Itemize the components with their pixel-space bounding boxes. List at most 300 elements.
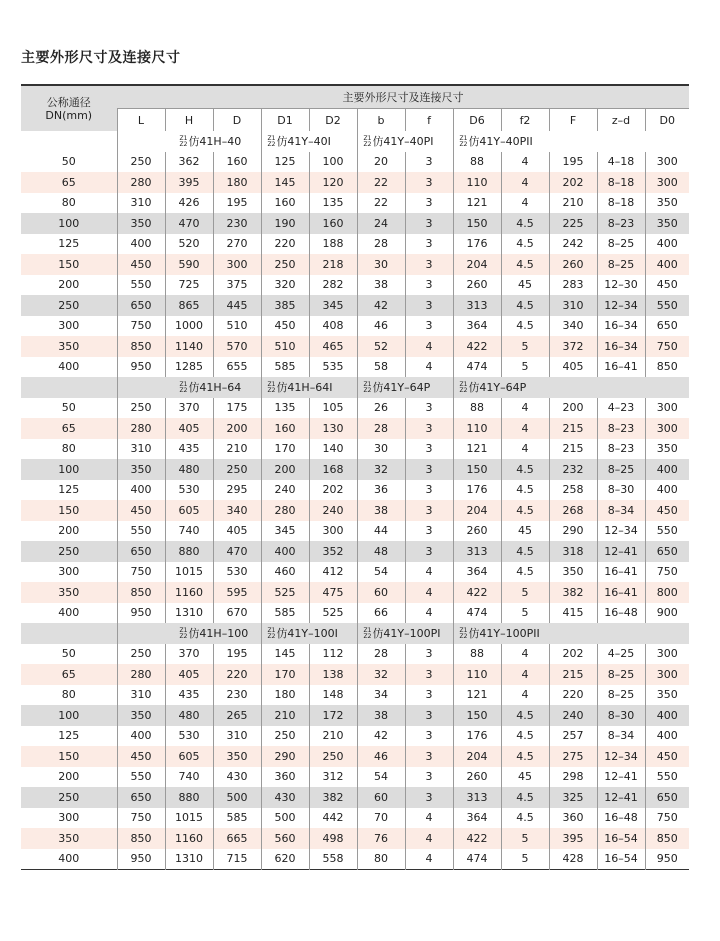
dn-cell: 250 (21, 787, 117, 808)
value-cell: 8–34 (597, 500, 645, 521)
value-cell: 395 (549, 828, 597, 849)
value-cell: 530 (165, 726, 213, 747)
value-cell: 382 (309, 787, 357, 808)
value-cell: 32 (357, 664, 405, 685)
model-name: 仿41H–100 (188, 627, 249, 641)
value-cell: 3 (405, 664, 453, 685)
model-prefix: Z1 Z2 (179, 381, 188, 395)
table-row (21, 828, 689, 849)
value-cell: 275 (549, 746, 597, 767)
value-cell: 4 (405, 828, 453, 849)
value-cell: 195 (213, 193, 261, 214)
value-cell: 32 (357, 459, 405, 480)
table-row (21, 685, 689, 706)
model-label (261, 131, 357, 152)
dn-cell: 250 (21, 295, 117, 316)
model-prefix: Z1 Z2 (267, 381, 276, 395)
value-cell: 100 (309, 152, 357, 173)
value-cell: 16–41 (597, 357, 645, 378)
value-cell: 172 (309, 705, 357, 726)
value-cell: 1310 (165, 849, 213, 870)
model-name: 仿41Y–40PII (468, 135, 533, 149)
column-header: b (357, 109, 405, 132)
value-cell: 150 (453, 459, 501, 480)
value-cell: 364 (453, 808, 501, 829)
value-cell: 4 (405, 562, 453, 583)
value-cell: 750 (117, 316, 165, 337)
dn-cell: 65 (21, 664, 117, 685)
column-header: D (213, 109, 261, 132)
value-cell: 260 (453, 521, 501, 542)
value-cell: 3 (405, 398, 453, 419)
value-cell: 950 (117, 357, 165, 378)
value-cell: 370 (165, 644, 213, 665)
value-cell: 8–25 (597, 685, 645, 706)
dn-cell: 400 (21, 603, 117, 624)
value-cell: 360 (549, 808, 597, 829)
value-cell: 280 (117, 418, 165, 439)
value-cell: 250 (309, 746, 357, 767)
dn-cell: 80 (21, 439, 117, 460)
value-cell: 121 (453, 685, 501, 706)
value-cell: 215 (549, 664, 597, 685)
value-cell: 4–23 (597, 398, 645, 419)
value-cell: 430 (261, 787, 309, 808)
value-cell: 60 (357, 787, 405, 808)
value-cell: 12–34 (597, 295, 645, 316)
value-cell: 36 (357, 480, 405, 501)
value-cell: 282 (309, 275, 357, 296)
value-cell: 70 (357, 808, 405, 829)
value-cell: 202 (549, 172, 597, 193)
value-cell: 650 (117, 541, 165, 562)
value-cell: 12–34 (597, 746, 645, 767)
value-cell: 4 (501, 172, 549, 193)
value-cell: 5 (501, 849, 549, 870)
value-cell: 715 (213, 849, 261, 870)
table-row (21, 459, 689, 480)
column-header: L (117, 109, 165, 132)
value-cell: 300 (645, 664, 689, 685)
value-cell: 950 (117, 849, 165, 870)
value-cell: 4.5 (501, 808, 549, 829)
value-cell: 4 (405, 849, 453, 870)
value-cell: 16–41 (597, 562, 645, 583)
value-cell: 12–30 (597, 275, 645, 296)
model-prefix: Z1 Z2 (459, 135, 468, 149)
value-cell: 525 (261, 582, 309, 603)
value-cell: 385 (261, 295, 309, 316)
table-row (21, 582, 689, 603)
value-cell: 150 (453, 705, 501, 726)
value-cell: 880 (165, 787, 213, 808)
value-cell: 3 (405, 685, 453, 706)
value-cell: 160 (261, 418, 309, 439)
model-row (21, 131, 689, 152)
value-cell: 4 (405, 808, 453, 829)
value-cell: 408 (309, 316, 357, 337)
value-cell: 16–48 (597, 808, 645, 829)
value-cell: 4 (501, 152, 549, 173)
value-cell: 260 (453, 275, 501, 296)
value-cell: 450 (645, 275, 689, 296)
value-cell: 250 (261, 254, 309, 275)
value-cell: 470 (165, 213, 213, 234)
value-cell: 725 (165, 275, 213, 296)
value-cell: 480 (165, 705, 213, 726)
model-name: 仿41Y–100I (276, 627, 338, 641)
value-cell: 200 (213, 418, 261, 439)
value-cell: 650 (117, 787, 165, 808)
value-cell: 8–25 (597, 459, 645, 480)
value-cell: 300 (213, 254, 261, 275)
value-cell: 138 (309, 664, 357, 685)
value-cell: 34 (357, 685, 405, 706)
value-cell: 110 (453, 664, 501, 685)
value-cell: 1160 (165, 828, 213, 849)
table-row (21, 644, 689, 665)
value-cell: 121 (453, 193, 501, 214)
table-row (21, 172, 689, 193)
value-cell: 900 (645, 603, 689, 624)
value-cell: 300 (645, 418, 689, 439)
table-row (21, 500, 689, 521)
value-cell: 290 (261, 746, 309, 767)
value-cell: 44 (357, 521, 405, 542)
value-cell: 3 (405, 213, 453, 234)
model-prefix: Z1 Z2 (363, 627, 372, 641)
group-header: 主要外形尺寸及连接尺寸 (117, 85, 689, 109)
value-cell: 30 (357, 254, 405, 275)
value-cell: 3 (405, 418, 453, 439)
table-row (21, 562, 689, 583)
value-cell: 3 (405, 295, 453, 316)
value-cell: 450 (117, 746, 165, 767)
value-cell: 12–41 (597, 767, 645, 788)
value-cell: 372 (549, 336, 597, 357)
value-cell: 3 (405, 644, 453, 665)
value-cell: 4.5 (501, 541, 549, 562)
value-cell: 520 (165, 234, 213, 255)
value-cell: 4.5 (501, 213, 549, 234)
value-cell: 8–23 (597, 439, 645, 460)
value-cell: 4 (405, 336, 453, 357)
value-cell: 650 (645, 316, 689, 337)
value-cell: 257 (549, 726, 597, 747)
value-cell: 670 (213, 603, 261, 624)
table-row (21, 152, 689, 173)
model-label (453, 131, 689, 152)
value-cell: 204 (453, 254, 501, 275)
value-cell: 8–25 (597, 234, 645, 255)
value-cell: 202 (309, 480, 357, 501)
value-cell: 312 (309, 767, 357, 788)
value-cell: 3 (405, 193, 453, 214)
column-header: D2 (309, 109, 357, 132)
dn-cell: 250 (21, 541, 117, 562)
value-cell: 38 (357, 500, 405, 521)
dn-cell: 200 (21, 275, 117, 296)
model-label (117, 377, 261, 398)
value-cell: 400 (117, 234, 165, 255)
value-cell: 364 (453, 562, 501, 583)
value-cell: 150 (453, 213, 501, 234)
value-cell: 422 (453, 828, 501, 849)
value-cell: 176 (453, 234, 501, 255)
value-cell: 1015 (165, 808, 213, 829)
value-cell: 590 (165, 254, 213, 275)
table-row (21, 254, 689, 275)
dn-label-line2: DN(mm) (45, 108, 93, 122)
value-cell: 850 (117, 828, 165, 849)
value-cell: 460 (261, 562, 309, 583)
value-cell: 8–30 (597, 705, 645, 726)
dn-cell: 50 (21, 152, 117, 173)
model-name: 仿41Y–40PI (372, 135, 434, 149)
value-cell: 450 (117, 254, 165, 275)
value-cell: 145 (261, 644, 309, 665)
value-cell: 475 (309, 582, 357, 603)
value-cell: 42 (357, 295, 405, 316)
value-cell: 474 (453, 357, 501, 378)
value-cell: 121 (453, 439, 501, 460)
value-cell: 3 (405, 254, 453, 275)
value-cell: 4.5 (501, 746, 549, 767)
value-cell: 16–34 (597, 336, 645, 357)
value-cell: 550 (645, 295, 689, 316)
value-cell: 500 (261, 808, 309, 829)
value-cell: 200 (549, 398, 597, 419)
dn-cell: 125 (21, 234, 117, 255)
value-cell: 740 (165, 767, 213, 788)
dn-cell: 200 (21, 767, 117, 788)
value-cell: 364 (453, 316, 501, 337)
value-cell: 28 (357, 234, 405, 255)
value-cell: 215 (549, 418, 597, 439)
value-cell: 12–41 (597, 787, 645, 808)
value-cell: 1310 (165, 603, 213, 624)
value-cell: 585 (261, 603, 309, 624)
value-cell: 240 (309, 500, 357, 521)
value-cell: 320 (261, 275, 309, 296)
dn-cell: 65 (21, 418, 117, 439)
model-prefix: Z1 Z2 (459, 381, 468, 395)
value-cell: 8–34 (597, 726, 645, 747)
table-row (21, 521, 689, 542)
value-cell: 38 (357, 275, 405, 296)
value-cell: 300 (645, 152, 689, 173)
model-row (21, 377, 689, 398)
dn-header (21, 85, 117, 131)
value-cell: 12–41 (597, 541, 645, 562)
value-cell: 655 (213, 357, 261, 378)
value-cell: 54 (357, 562, 405, 583)
value-cell: 650 (645, 787, 689, 808)
value-cell: 38 (357, 705, 405, 726)
value-cell: 8–18 (597, 193, 645, 214)
model-name: 仿41Y–64P (372, 381, 431, 395)
value-cell: 300 (309, 521, 357, 542)
value-cell: 250 (117, 644, 165, 665)
value-cell: 400 (645, 254, 689, 275)
value-cell: 3 (405, 705, 453, 726)
value-cell: 250 (117, 152, 165, 173)
value-cell: 550 (645, 767, 689, 788)
value-cell: 4.5 (501, 787, 549, 808)
value-cell: 345 (261, 521, 309, 542)
value-cell: 400 (645, 480, 689, 501)
value-cell: 350 (645, 213, 689, 234)
value-cell: 1160 (165, 582, 213, 603)
value-cell: 620 (261, 849, 309, 870)
value-cell: 60 (357, 582, 405, 603)
header-row-group (21, 85, 689, 109)
value-cell: 160 (261, 193, 309, 214)
value-cell: 268 (549, 500, 597, 521)
value-cell: 350 (549, 562, 597, 583)
value-cell: 24 (357, 213, 405, 234)
column-header-row (21, 109, 689, 132)
value-cell: 450 (645, 500, 689, 521)
value-cell: 8–23 (597, 213, 645, 234)
value-cell: 3 (405, 726, 453, 747)
value-cell: 204 (453, 746, 501, 767)
value-cell: 258 (549, 480, 597, 501)
model-row (21, 623, 689, 644)
dn-cell: 100 (21, 213, 117, 234)
value-cell: 313 (453, 787, 501, 808)
value-cell: 3 (405, 439, 453, 460)
value-cell: 405 (165, 664, 213, 685)
column-header: H (165, 109, 213, 132)
value-cell: 510 (213, 316, 261, 337)
value-cell: 550 (117, 275, 165, 296)
value-cell: 283 (549, 275, 597, 296)
value-cell: 22 (357, 193, 405, 214)
value-cell: 4.5 (501, 500, 549, 521)
value-cell: 405 (213, 521, 261, 542)
value-cell: 750 (645, 562, 689, 583)
table-row (21, 767, 689, 788)
value-cell: 16–54 (597, 828, 645, 849)
value-cell: 310 (549, 295, 597, 316)
value-cell: 130 (309, 418, 357, 439)
value-cell: 8–23 (597, 418, 645, 439)
value-cell: 310 (117, 193, 165, 214)
value-cell: 345 (309, 295, 357, 316)
value-cell: 4 (501, 193, 549, 214)
value-cell: 112 (309, 644, 357, 665)
value-cell: 450 (645, 746, 689, 767)
model-label (357, 131, 453, 152)
value-cell: 850 (117, 336, 165, 357)
value-cell: 428 (549, 849, 597, 870)
value-cell: 350 (117, 213, 165, 234)
value-cell: 3 (405, 480, 453, 501)
value-cell: 250 (261, 726, 309, 747)
value-cell: 480 (165, 459, 213, 480)
value-cell: 415 (549, 603, 597, 624)
value-cell: 375 (213, 275, 261, 296)
model-label (453, 623, 689, 644)
value-cell: 5 (501, 582, 549, 603)
value-cell: 3 (405, 275, 453, 296)
value-cell: 558 (309, 849, 357, 870)
value-cell: 435 (165, 685, 213, 706)
value-cell: 148 (309, 685, 357, 706)
value-cell: 168 (309, 459, 357, 480)
value-cell: 395 (165, 172, 213, 193)
value-cell: 195 (549, 152, 597, 173)
value-cell: 232 (549, 459, 597, 480)
value-cell: 350 (117, 705, 165, 726)
value-cell: 170 (261, 664, 309, 685)
value-cell: 240 (549, 705, 597, 726)
table-row (21, 439, 689, 460)
value-cell: 210 (213, 439, 261, 460)
table-row (21, 357, 689, 378)
value-cell: 3 (405, 767, 453, 788)
dn-cell: 400 (21, 849, 117, 870)
value-cell: 550 (117, 767, 165, 788)
value-cell: 195 (213, 644, 261, 665)
value-cell: 16–54 (597, 849, 645, 870)
value-cell: 28 (357, 418, 405, 439)
value-cell: 4 (405, 582, 453, 603)
value-cell: 80 (357, 849, 405, 870)
value-cell: 16–48 (597, 603, 645, 624)
value-cell: 5 (501, 828, 549, 849)
value-cell: 4 (501, 418, 549, 439)
column-header: z–d (597, 109, 645, 132)
value-cell: 550 (117, 521, 165, 542)
table-row (21, 541, 689, 562)
value-cell: 3 (405, 152, 453, 173)
value-cell: 470 (213, 541, 261, 562)
value-cell: 313 (453, 295, 501, 316)
value-cell: 585 (261, 357, 309, 378)
value-cell: 400 (261, 541, 309, 562)
dn-cell: 350 (21, 828, 117, 849)
value-cell: 3 (405, 541, 453, 562)
value-cell: 400 (645, 459, 689, 480)
value-cell: 4.5 (501, 726, 549, 747)
dn-cell: 80 (21, 685, 117, 706)
value-cell: 12–34 (597, 521, 645, 542)
value-cell: 550 (645, 521, 689, 542)
model-label (357, 623, 453, 644)
value-cell: 170 (261, 439, 309, 460)
value-cell: 405 (549, 357, 597, 378)
value-cell: 382 (549, 582, 597, 603)
value-cell: 45 (501, 275, 549, 296)
value-cell: 16–41 (597, 582, 645, 603)
value-cell: 4 (501, 398, 549, 419)
value-cell: 280 (117, 664, 165, 685)
value-cell: 220 (261, 234, 309, 255)
value-cell: 54 (357, 767, 405, 788)
table-row (21, 849, 689, 870)
value-cell: 4.5 (501, 316, 549, 337)
value-cell: 240 (261, 480, 309, 501)
value-cell: 352 (309, 541, 357, 562)
value-cell: 230 (213, 213, 261, 234)
model-label (357, 377, 453, 398)
value-cell: 125 (261, 152, 309, 173)
value-cell: 300 (645, 172, 689, 193)
value-cell: 8–25 (597, 664, 645, 685)
value-cell: 1000 (165, 316, 213, 337)
